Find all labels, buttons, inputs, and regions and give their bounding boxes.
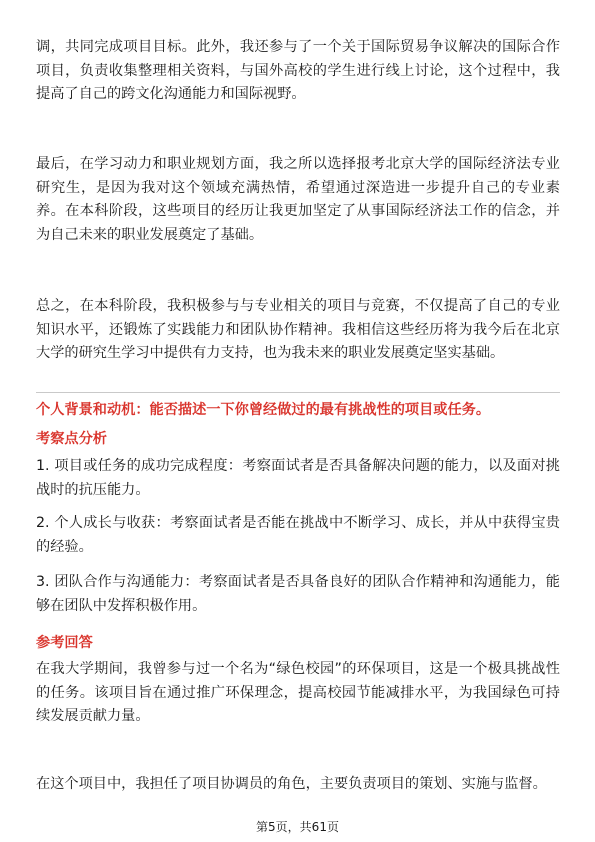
question-heading: 个人背景和动机：能否描述一下你曾经做过的最有挑战性的项目或任务。	[36, 402, 491, 418]
paragraph-international-project: 调，共同完成项目目标。此外，我还参与了一个关于国际贸易争议解决的国际合作项目，负责收集整理相关资料，与国外高校的学生进行线上讨论，这个过程中，我提高了自己的跨文化沟通能力和国际视野。	[36, 39, 560, 102]
paragraph-summary: 总之，在本科阶段，我积极参与与专业相关的项目与竞赛，不仅提高了自己的专业知识水平，还锻炼了实践能力和团队协作精神。我相信这些经历将为我今后在北京大学的研究生学习中提供有力支持，也为我未来的职业发展奠定坚实基础。	[36, 298, 560, 361]
analysis-item: 3. 团队合作与沟通能力：考察面试者是否具备良好的团队合作精神和沟通能力，能够在团队中发挥积极作用。	[36, 574, 560, 614]
analysis-item: 2. 个人成长与收获：考察面试者是否能在挑战中不断学习、成长，并从中获得宝贵的经验。	[36, 515, 560, 555]
analysis-heading: 考察点分析	[36, 431, 107, 447]
page-number: 第5页，共61页	[256, 820, 339, 834]
reference-paragraph: 在这个项目中，我担任了项目协调员的角色，主要负责项目的策划、实施与监督。	[36, 776, 547, 792]
section-divider	[36, 392, 560, 393]
reference-paragraph: 在我大学期间，我曾参与过一个名为“绿色校园”的环保项目，这是一个极具挑战性的任务。该项目旨在通过推广环保理念，提高校园节能减排水平，为我国绿色可持续发展贡献力量。	[36, 661, 560, 724]
paragraph-motivation: 最后，在学习动力和职业规划方面，我之所以选择报考北京大学的国际经济法专业研究生，是因为我对这个领域充满热情，希望通过深造进一步提升自己的专业素养。在本科阶段，这些项目的经历让我更加坚定了从事国际经济法工作的信念，并为自己未来的职业发展奠定了基础。	[36, 156, 560, 243]
reference-heading: 参考回答	[36, 635, 93, 651]
analysis-item: 1. 项目或任务的成功完成程度：考察面试者是否具备解决问题的能力，以及面对挑战时的抗压能力。	[36, 458, 560, 498]
